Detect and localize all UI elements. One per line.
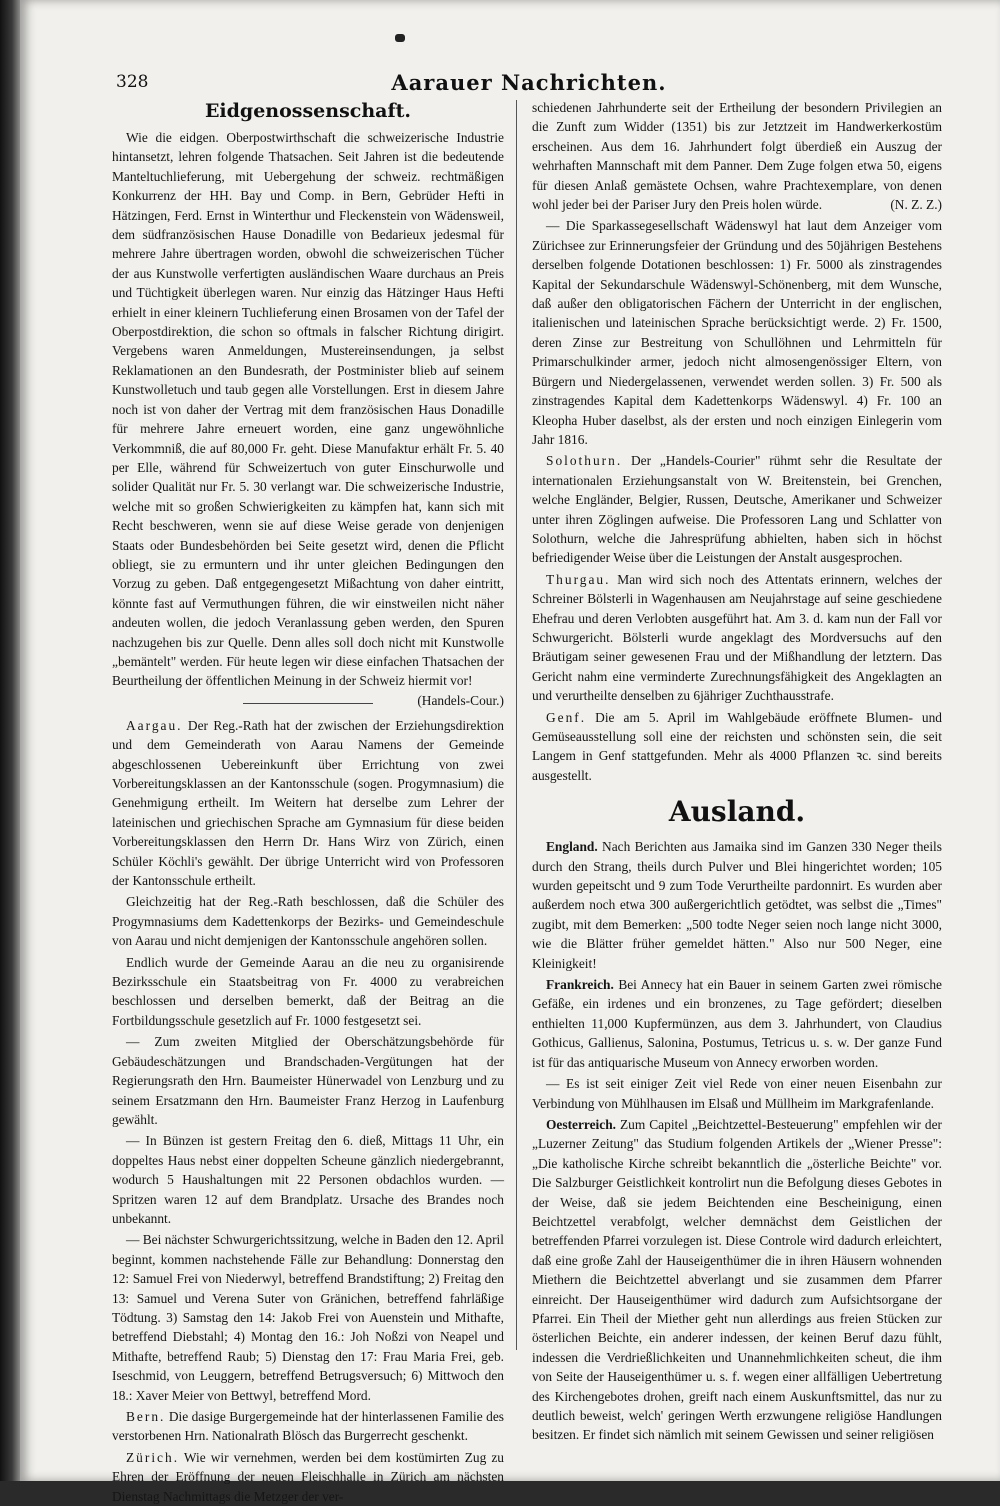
article-text: Die dasige Burgergemeinde hat der hinterlassenen Familie des verstorbenen Hrn. Nationalrath Blösch das Burgerrecht geschenkt. xyxy=(112,1409,504,1444)
page-number: 328 xyxy=(116,72,149,92)
article-oesterreich xyxy=(532,1115,942,1445)
article-text: schiedenen Jahrhunderte seit der Ertheilung der besondern Privilegien an die Zunft zum Widder (1351) bis zur Jetztzeit im Handwerkerkostüm erscheinen. Aus dem 16. Jahrhundert folgt überdieß ein Auszug der wehrhaften Mannschaft mit dem Panner. Dem Zuge folgen etwa 50, eigens für diesen Anlaß gemästete Ochsen, wahre Prachtexemplare, von denen wohl jeder bei der Pariser Jury den Preis holen würde. xyxy=(532,100,942,213)
article-solothurn xyxy=(532,451,942,567)
place-name: Aargau. xyxy=(126,717,183,733)
masthead: Aarauer Nachrichten. xyxy=(391,70,667,95)
country-name: Oesterreich. xyxy=(546,1116,617,1132)
article-waedenswyl: — Die Sparkassegesellschaft Wädenswyl hat laut dem Anzeiger vom Zürichsee zur Erinnerungsfeier der Gründung und des 50jährigen Bestehens derselben folgende Dotationen beschlossen: 1) Fr. 5000 als zinstragendes Kapital der Sekundarschule Wädenswyl-Schönenberg, mit dem Wunsche, daß außer den obligatorischen Fächern der Unterricht in der englischen, italienischen und lateinischen Sprache berücksichtigt werde. 2) Fr. 1500, deren Zinse zur Bestreitung von Schullöhnen und Lehrmitteln für Primarschulkinder armer, jedoch nicht almosengenössiger Eltern, von Bürgern und Niedergelassenen, verwendet werden sollen. 3) Fr. 500 als zinstragendes Kapital dem Kadettenkorps Wädenswyl. 4) Fr. 100 an Kleopha Huber daselbst, als der ersten und noch einzigen Einlegerin vom Jahr 1816. xyxy=(532,218,942,447)
place-name: Genf. xyxy=(546,709,587,725)
section-title-ausland: Ausland. xyxy=(668,795,806,829)
article-genf xyxy=(532,708,942,786)
article-text: Nach Berichten aus Jamaika sind im Ganzen 330 Neger theils durch den Strang, theils durch Pulver und Blei hingerichtet worden; 105 wurden gepeitscht und 9 zum Tode Verurtheilte pardonnirt. Es wurden aber außerdem noch etwa 300 außergerichtlich getödtet, was selbst die „Times" zugibt, mit dem Bemerken: „500 todte Neger seien noch lange nicht 3000, wie die Blätter früher gemeldet hätten." Also nur 500 Neger, eine Kleinigkeit! xyxy=(532,839,942,971)
article-england xyxy=(532,837,942,973)
article-schwurgericht: — Bei nächster Schwurgerichtssitzung, welche in Baden den 12. April beginnt, kommen nachstehende Fälle zur Behandlung: Donnerstag den 12: Samuel Frei von Niederwyl, betreffend Brandstiftung; 2) Freitag den 13: Samuel und Verena Suter von Gränichen, betreffend fahrläßige Tödtung. 3) Samstag den 14: Jakob Frei von Auenstein und Mithafte, betreffend Diebstahl; 4) Montag den 16.: Joh Noßzi von Neapel und Mithafte, betreffend Raub; 5) Dienstag den 17: Frau Maria Frei, geb. Iseschmid, von Leuggern, betreffend Betrugsversuch; 6) Mittwoch den 18.: Xaver Meier von Bettwyl, betreffend Mord. xyxy=(112,1232,504,1403)
article-schaetzung: — Zum zweiten Mitglied der Oberschätzungsbehörde für Gebäudeschätzungen und Brandschaden-Vergütungen hat der Regierungsrath den Hrn. Baumeister Hünerwadel von Lenzburg und zu seinem Ersatzmann den Hrn. Baumeister Franz Herzog in Laufenburg gewählt. xyxy=(112,1034,504,1127)
article-text: Man wird sich noch des Attentats erinnern, welches der Schreiner Bölsterli in Wagenhausen am Neujahrstage auf seine geschiedene Ehefrau und deren Verlobten ausgeführt hat. Am 3. d. kam nun der Fall vor Schwurgericht. Bölsterli wurde angeklagt des Mordversuchs auf den Bräutigam seiner gewesenen Frau und der Mißhandlung der letztern. Das Gericht nahm eine verminderte Zurechnungsfähigkeit des Angeklagten an und verurtheilte denselben zu 6jähriger Zuchthausstrafe. xyxy=(532,571,942,704)
section-title-eidgenossenschaft: Eidgenossenschaft. xyxy=(204,100,412,122)
article-source: (Handels-Cour.) xyxy=(417,692,504,708)
article-text: Wie die eidgen. Oberpostwirthschaft die schweizerische Industrie hintansetzt, lehren folgende Thatsachen. Seit Jahren ist die bedeutende Manteltuchlieferung, mit Uebergehung der schweiz. rechtmäßigen Konkurrenz der HH. Bay und Comp. in Bern, Gebrüder Hefti in Hätzingen, Ferd. Ernst in Winterthur und Fleckenstein von Wädensweil, dem südfranzösischen Hause Donadille von Bedarieux jedesmal für mehrere Jahre übertragen worden, obwohl die schweizerischen Tücher der aus Kunstwolle verfertigten ausländischen Waare durchaus an Preis und Tüchtigkeit überlegen waren. Nur einzig das Hätzinger Haus Hefti erhielt in einer kleinern Tuchlieferung einen Brosamen von der Tafel der Oberpostdirektion, die schon so oftmals in falscher Richtung dirigirt. Vergebens waren Anmeldungen, Mustereinsendungen, ja selbst Reklamationen an den Bundesrath, der Postminister blieb auf seinem Kunstwolletuch und taub gegen alle Vorstellungen. Erst in diesem Jahre noch ist von daher der Vertrag mit dem französischen Haus Donadille für mehrere Jahre erneuert worden, eine ganz ungewöhnliche Verkommniß, die auf 80,000 Fr. geht. Diese Manufaktur erhält Fr. 5. 40 per Elle, während für Schweizertuch von guter Einschurwolle und solider Qualität nur Fr. 5. 30 verlangt war. Die schweizerische Industrie, welche mit so großen Schwierigkeiten zu kämpfen hat, kann sich mit Recht beschweren, wenn sie auf diese Weise gerade von denjenigen Staats oder Bundesbehörden bei Seite gesetzt wird, denen die Pflicht obliegt, sie zu ermuntern und ihr unter gleichen Bedingungen den Vorzug zu geben. Daß entgegengesetzt Mißachtung von daher eintritt, könnte fast auf Vermuthungen führen, die wir einstweilen nicht näher andeuten wollen, die jedoch Veranlassung geben werden, den Spuren nachzugehen bis zur Quelle. Denn alles soll doch nicht mit Kunstwolle „bemäntelt" werden. Für heute legen wir diese einfachen Thatsachen der Beurtheilung der öffentlichen Meinung in der Schweiz hiermit vor! xyxy=(112,130,504,689)
right-column xyxy=(532,98,943,1443)
page-header xyxy=(116,70,942,98)
place-name: Solothurn. xyxy=(546,453,623,469)
article-zuerich-continued xyxy=(532,98,942,214)
article-bezirksschule: Endlich wurde der Gemeinde Aarau an die neu zu organisirende Bezirksschule ein Staatsbeitrag von Fr. 4000 zu verabreichen beschlossen und derselben bemerkt, daß der Beitrag an die Fortbildungsschule gesetzlich auf Fr. 1000 festgesetzt sei. xyxy=(112,954,504,1028)
article-aargau xyxy=(112,716,504,891)
article-text: Wie wir vernehmen, werden bei dem kostümirten Zug zu Ehren der Eröffnung der neuen Fleischhalle in Zürich am nächsten Dienstag Nachmittags die Metzger der ver- xyxy=(112,1449,504,1504)
article-buenzen: — In Bünzen ist gestern Freitag den 6. dieß, Mittags 11 Uhr, ein doppeltes Haus nebst einer doppelten Scheune gänzlich niedergebrannt, wodurch 5 Haushaltungen mit 22 Personen obdachlos wurden. — Spritzen waren 12 auf dem Brandplatz. Ursache des Brandes noch unbekannt. xyxy=(112,1133,504,1226)
article-bern xyxy=(112,1407,504,1446)
fold-mark xyxy=(395,34,405,42)
article-thurgau xyxy=(532,570,942,706)
section-divider xyxy=(243,703,373,704)
article-text: Der „Handels-Courier" rühmt sehr die Resultate der internationalen Erziehungsanstalt von W. Breitenstein, bei Grenchen, welche Engländer, Belgier, Russen, Deutsche, Amerikaner und Schweizer unter ihren Zöglingen aufweise. Die Professoren Lang und Schlatter von Solothurn, welche die Jahresprüfung abhielten, haben sich in höchst befriedigender Weise über die Leistungen der Anstalt ausgesprochen. xyxy=(532,453,942,566)
article-source: (N. Z. Z.) xyxy=(890,197,942,213)
article-text: Zum Capitel „Beichtzettel-Besteuerung" empfehlen wir der „Luzerner Zeitung" das Studium folgenden Artikels der „Wiener Presse": „Die katholische Kirche schreibt bekanntlich die „österliche Beichte" vor. Die Salzburger Geistlichkeit kontrolirt nun die Befolgung dieses Gebotes in der Weise, daß sie jedem Beichtenden eine Bescheinigung, einen Beichtzettel verabfolgt, welcher demnächst dem Geistlichen der betreffenden Pfarrei vorzulegen ist. Diese Controle wird dadurch erleichtert, daß eine große Zahl der Hauseigenthümer die in ihren Häusern wohnenden Miethern die Beichtzettel abverlangt und sie zusammen dem Pfarrer einreicht. Der Hauseigenthümer wird dadurch zum Aufsichtsorgane der Pfarrei. Ein Theil der Miether geht nun allerdings aus freien Stücken zur österlichen Beichte, ein anderer indessen, der keinen Beruf dazu fühlt, indessen die Verdrießlichkeiten und Unannehmlichkeiten scheut, die ihm von Seite der Hauseigenthümer u. s. f. wegen einer allfälligen Uebertretung des Kirchengebotes drohen, greift nach einem Auskunftsmittel, das nur zu deutlich beweist, welch' geringen Werth erzwungene religiöse Handlungen besitzen. Er findet sich nämlich mit seinem Gewissen und seiner religiösen xyxy=(532,1116,942,1443)
article-eisenbahn: — Es ist seit einiger Zeit viel Rede von einer neuen Eisenbahn zur Verbindung von Mühlhausen im Elsaß und Müllheim im Markgrafenlande. xyxy=(532,1076,942,1111)
article-text: Die am 5. April im Wahlgebäude eröffnete Blumen- und Gemüseausstellung soll eine der reichsten und schönsten sein, die seit Langem in Genf stattgefunden. Mehr als 4000 Pflanzen ꝛc. sind bereits ausgestellt. xyxy=(532,709,943,783)
left-column xyxy=(112,98,504,1504)
country-name: Frankreich. xyxy=(546,977,614,993)
article-text: Bei Annecy hat ein Bauer in seinem Garten zwei römische Gefäße, ein irdenes und ein bronzenes, zu Tage gefördert; dieselben enthielten 11,000 Kupfermünzen, aus dem 3. Jahrhundert, von Claudius Gothicus, Gallienus, Salonina, Postumus, Tetricus u. s. w. Der ganze Fund ist für das antiquarische Museum von Annecy erworben worden. xyxy=(532,977,942,1070)
place-name: Zürich. xyxy=(126,1449,180,1465)
article-progymnasium: Gleichzeitig hat der Reg.-Rath beschlossen, daß die Schüler des Progymnasiums dem Kadettenkorps der Bezirks- und Gemeindeschule von Aarau und nicht demjenigen der Kantonsschule angehören sollen. xyxy=(112,894,504,949)
place-name: Thurgau. xyxy=(546,571,611,587)
column-rule xyxy=(516,100,517,1350)
article-frankreich xyxy=(532,975,942,1072)
article-text: Der Reg.-Rath hat der zwischen der Erziehungsdirektion und dem Gemeinderath von Aarau Namens der Gemeinde abgeschlossenen Uebereinkunft über Errichtung von zwei Vorbereitungsklassen an der Kantonsschule (sogen. Progymnasium) die Genehmigung ertheilt. Im Weitern hat derselbe zum Lehrer der lateinischen und griechischen Sprache am Gymnasium für diese beiden Vorbereitungsklassen den Herrn Dr. Hans Wirz von Zürich, einen Schüler Köchli's gewählt. Der übrige Unterricht wird von Professoren der Kantonsschule ertheilt. xyxy=(112,717,504,889)
binding-edge xyxy=(0,0,20,1481)
article-oberpost xyxy=(112,128,504,708)
country-name: England. xyxy=(546,839,598,855)
article-zuerich xyxy=(112,1448,504,1506)
place-name: Bern. xyxy=(126,1409,166,1424)
